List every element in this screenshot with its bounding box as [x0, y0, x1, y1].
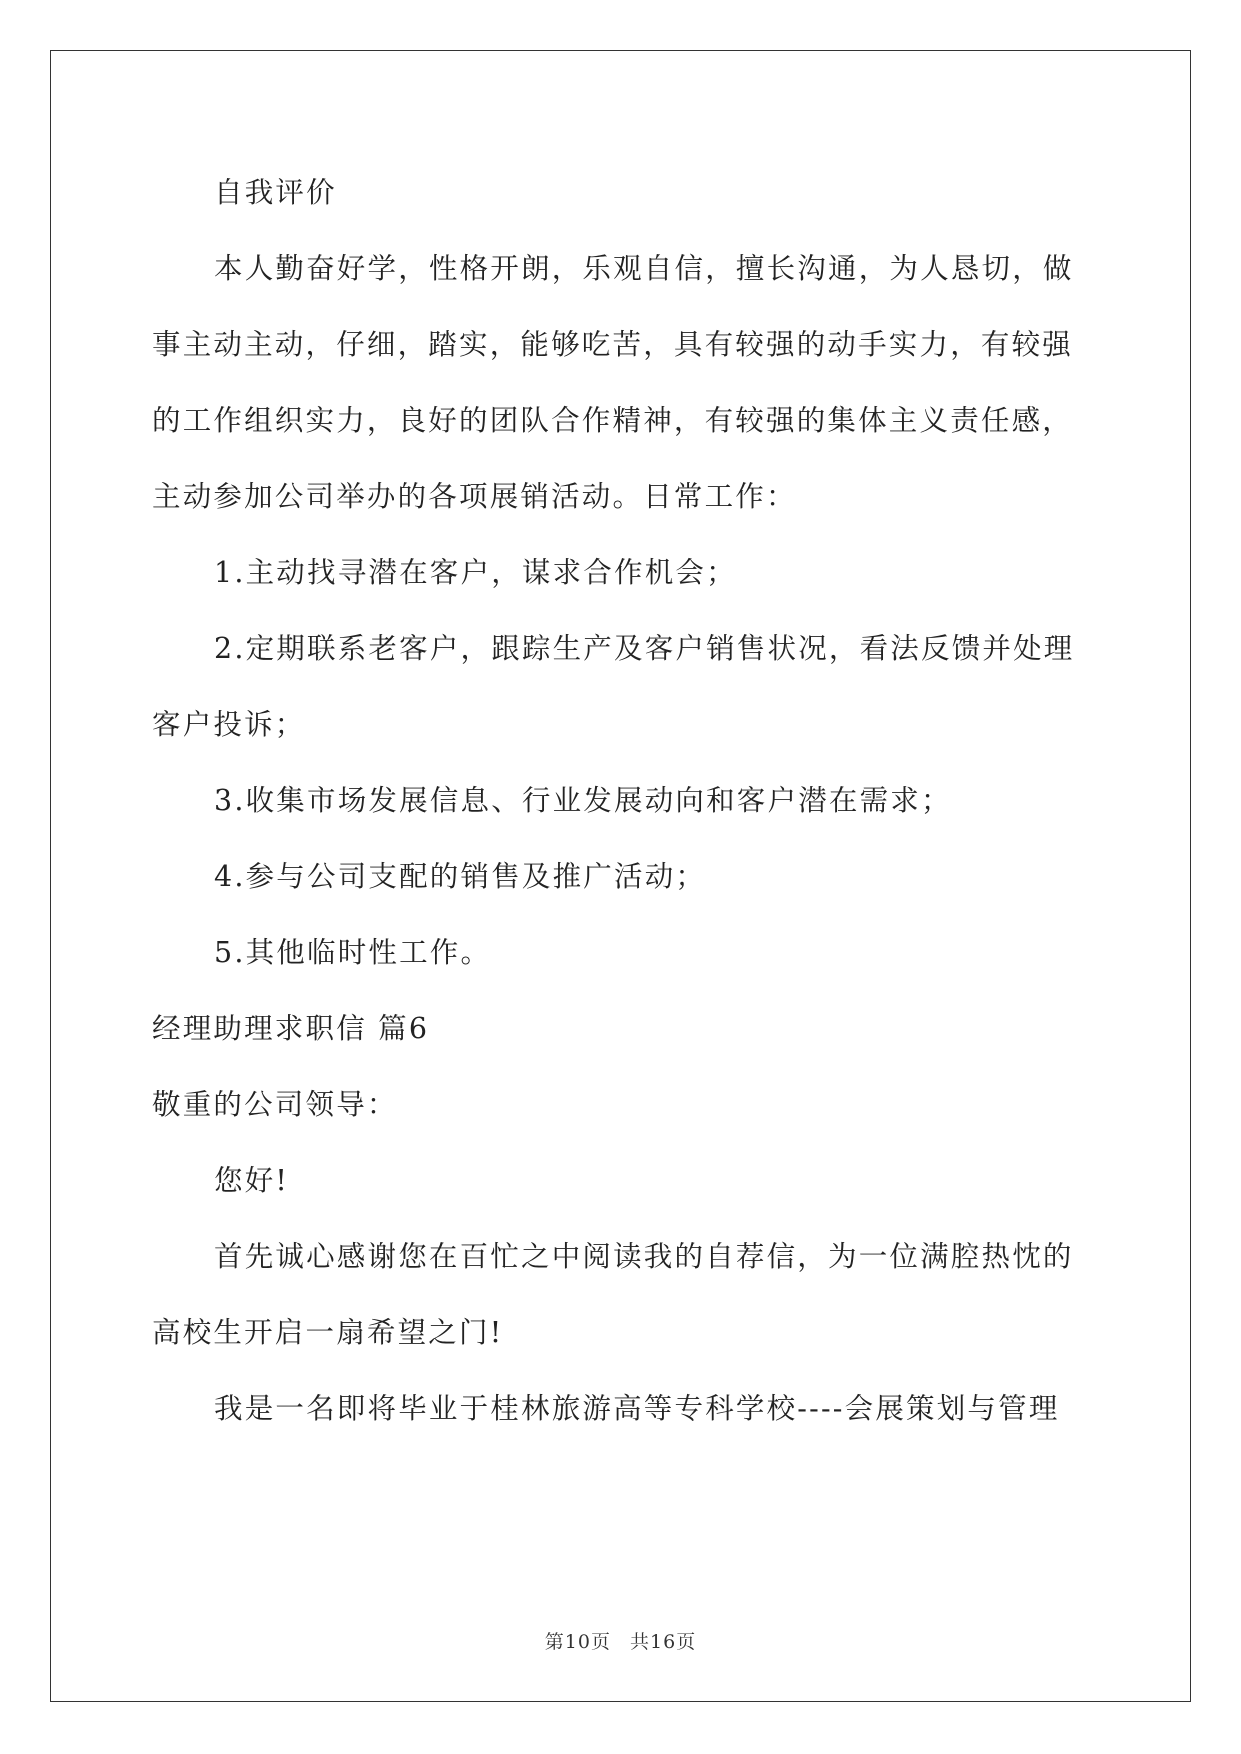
list-item-3: 3.收集市场发展信息、行业发展动向和客户潜在需求；: [214, 784, 952, 817]
greeting: 您好!: [214, 1164, 290, 1197]
document-body: [152, 155, 1087, 1447]
list-item-4: 4.参与公司支配的销售及推广活动；: [214, 860, 707, 893]
section-heading-self-evaluation: 自我评价: [214, 176, 337, 209]
list-item-5: 5.其他临时性工作。: [214, 936, 492, 969]
letter-title: 经理助理求职信 篇6: [152, 1012, 430, 1045]
paragraph-introduction: 我是一名即将毕业于桂林旅游高等专科学校----会展策划与管理: [214, 1392, 1060, 1425]
page-number-current: 第10页: [544, 1631, 611, 1653]
page-number-total: 共16页: [630, 1631, 697, 1653]
list-item-1: 1.主动找寻潜在客户，谋求合作机会；: [214, 556, 737, 589]
list-item-2: 2.定期联系老客户，跟踪生产及客户销售状况，看法反馈并处理客户投诉；: [152, 632, 1075, 741]
page-footer: [0, 1627, 1241, 1654]
paragraph-self-evaluation: 本人勤奋好学，性格开朗，乐观自信，擅长沟通，为人恳切，做事主动主动，仔细，踏实，能够吃苦，具有较强的动手实力，有较强的工作组织实力，良好的团队合作精神，有较强的集体主义责任感，主动参加公司举办的各项展销活动。日常工作：: [152, 252, 1074, 513]
salutation: 敬重的公司领导：: [152, 1088, 398, 1121]
paragraph-thanks: 首先诚心感谢您在百忙之中阅读我的自荐信，为一位满腔热忱的高校生开启一扇希望之门!: [152, 1240, 1074, 1349]
